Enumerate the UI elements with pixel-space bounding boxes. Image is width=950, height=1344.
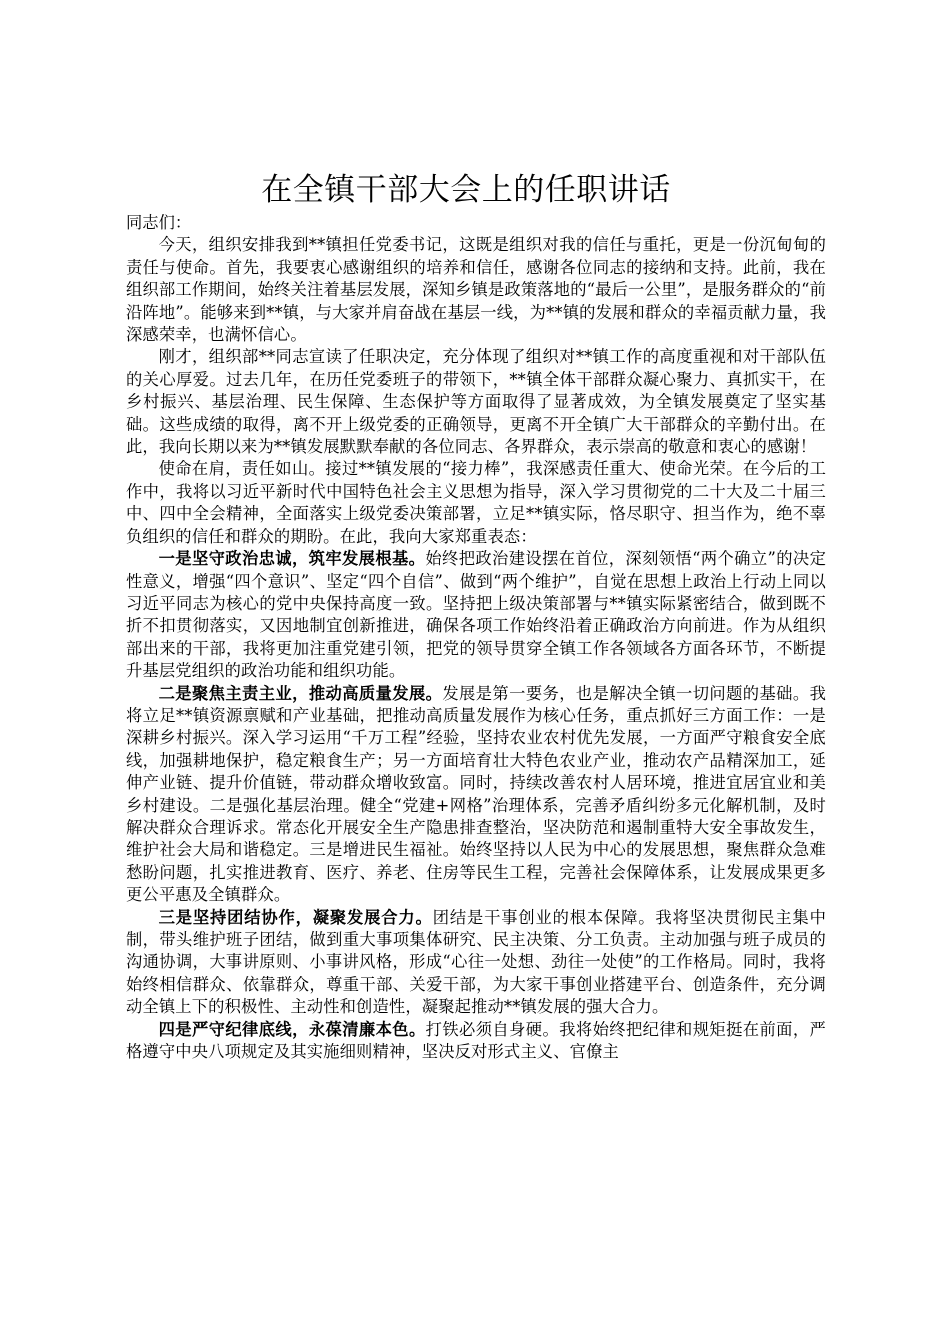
body-paragraph bbox=[126, 1019, 826, 1064]
paragraph-lead: 三是坚持团结协作，凝聚发展合力。 bbox=[158, 907, 433, 927]
paragraph-text: 团结是干事创业的根本保障。我将坚决贯彻民主集中制，带头维护班子团结，做到重大事项集体研究、民主决策、分工负责。主动加强与班子成员的沟通协调，大事讲原则、小事讲风格，形成“心往一处想、劲往一处使”的工作格局。同时，我将始终相信群众、依靠群众，尊重干部、关爱干部，为大家干事创业搭建平台、创造条件，充分调动全镇上下的积极性、主动性和创造性，凝聚起推动**镇发展的强大合力。 bbox=[126, 907, 826, 1017]
body-paragraph bbox=[126, 346, 826, 458]
salutation: 同志们： bbox=[126, 213, 192, 232]
paragraph-lead: 一是坚守政治忠诚，筑牢发展根基。 bbox=[158, 549, 426, 569]
document-title: 在全镇干部大会上的任职讲话 bbox=[261, 172, 671, 208]
paragraph-text: 今天，组织安排我到**镇担任党委书记，这既是组织对我的信任与重托，更是一份沉甸甸的责任与使命。首先，我要衷心感谢组织的培养和信任，感谢各位同志的接纳和支持。此前，我在组织部工作期间，始终关注着基层发展，深知乡镇是政策落地的“最后一公里”，是服务群众的“前沿阵地”。能够来到**镇，与大家并肩奋战在基层一线，为**镇的发展和群众的幸福贡献力量，我深感荣幸，也满怀信心。 bbox=[126, 235, 826, 345]
document-page bbox=[126, 168, 826, 1063]
paragraph-text: 发展是第一要务，也是解决全镇一切问题的基础。我将立足**镇资源禀赋和产业基础，把推动高质量发展作为核心任务，重点抓好三方面工作：一是深耕乡村振兴。深入学习运用“千万工程”经验，坚持农业农村优先发展，一方面严守粮食安全底线，加强耕地保护，稳定粮食生产；另一方面培育壮大特色农业产业，推动农产品精深加工，延伸产业链、提升价值链，带动群众增收致富。同时，持续改善农村人居环境，推进宜居宜业和美乡村建设。二是强化基层治理。健全“党建+网格”治理体系，完善矛盾纠纷多元化解机制，及时解决群众合理诉求。常态化开展安全生产隐患排查整治，坚决防范和遏制重特大安全事故发生，维护社会大局和谐稳定。三是增进民生福祉。始终坚持以人民为中心的发展思想，聚焦群众急难愁盼问题，扎实推进教育、医疗、养老、住房等民生工程，完善社会保障体系，让发展成果更多更公平惠及全镇群众。 bbox=[126, 683, 827, 905]
paragraph-text: 刚才，组织部**同志宣读了任职决定，充分体现了组织对**镇工作的高度重视和对干部队伍的关心厚爱。过去几年，在历任党委班子的带领下，**镇全体干部群众凝心聚力、真抓实干，在乡村振兴、基层治理、民生保障、生态保护等方面取得了显著成效，为全镇发展奠定了坚实基础。这些成绩的取得，离不开上级党委的正确领导，更离不开全镇广大干部群众的辛勤付出。在此，我向长期以来为**镇发展默默奉献的各位同志、各界群众，表示崇高的敬意和衷心的感谢！ bbox=[126, 347, 826, 457]
body-paragraph bbox=[126, 234, 826, 346]
paragraph-lead: 二是聚焦主责主业，推动高质量发展。 bbox=[158, 683, 443, 703]
body-paragraph bbox=[126, 458, 826, 548]
paragraph-text: 始终把政治建设摆在首位，深刻领悟“两个确立”的决定性意义，增强“四个意识”、坚定“四个自信”、做到“两个维护”，自觉在思想上政治上行动上同以习近平同志为核心的党中央保持高度一致。坚持把上级决策部署与**镇实际紧密结合，做到既不折不扣贯彻落实，又因地制宜创新推进，确保各项工作始终沿着正确政治方向前进。作为从组织部出来的干部，我将更加注重党建引领，把党的领导贯穿全镇工作各领域各方面各环节，不断提升基层党组织的政治功能和组织功能。 bbox=[126, 549, 827, 681]
body-paragraph bbox=[126, 907, 826, 1019]
paragraph-lead: 四是严守纪律底线，永葆清廉本色。 bbox=[158, 1019, 426, 1039]
paragraph-text: 打铁必须自身硬。我将始终把纪律和规矩挺在前面，严格遵守中央八项规定及其实施细则精神，坚决反对形式主义、官僚主 bbox=[126, 1019, 826, 1062]
body-paragraph bbox=[126, 683, 826, 907]
paragraph-text: 使命在肩，责任如山。接过**镇发展的“接力棒”，我深感责任重大、使命光荣。在今后的工作中，我将以习近平新时代中国特色社会主义思想为指导，深入学习贯彻党的二十大及二十届三中、四中全会精神，全面落实上级党委决策部署，立足**镇实际，恪尽职守、担当作为，绝不辜负组织的信任和群众的期盼。在此，我向大家郑重表态： bbox=[126, 459, 826, 546]
body-paragraph bbox=[126, 548, 826, 682]
